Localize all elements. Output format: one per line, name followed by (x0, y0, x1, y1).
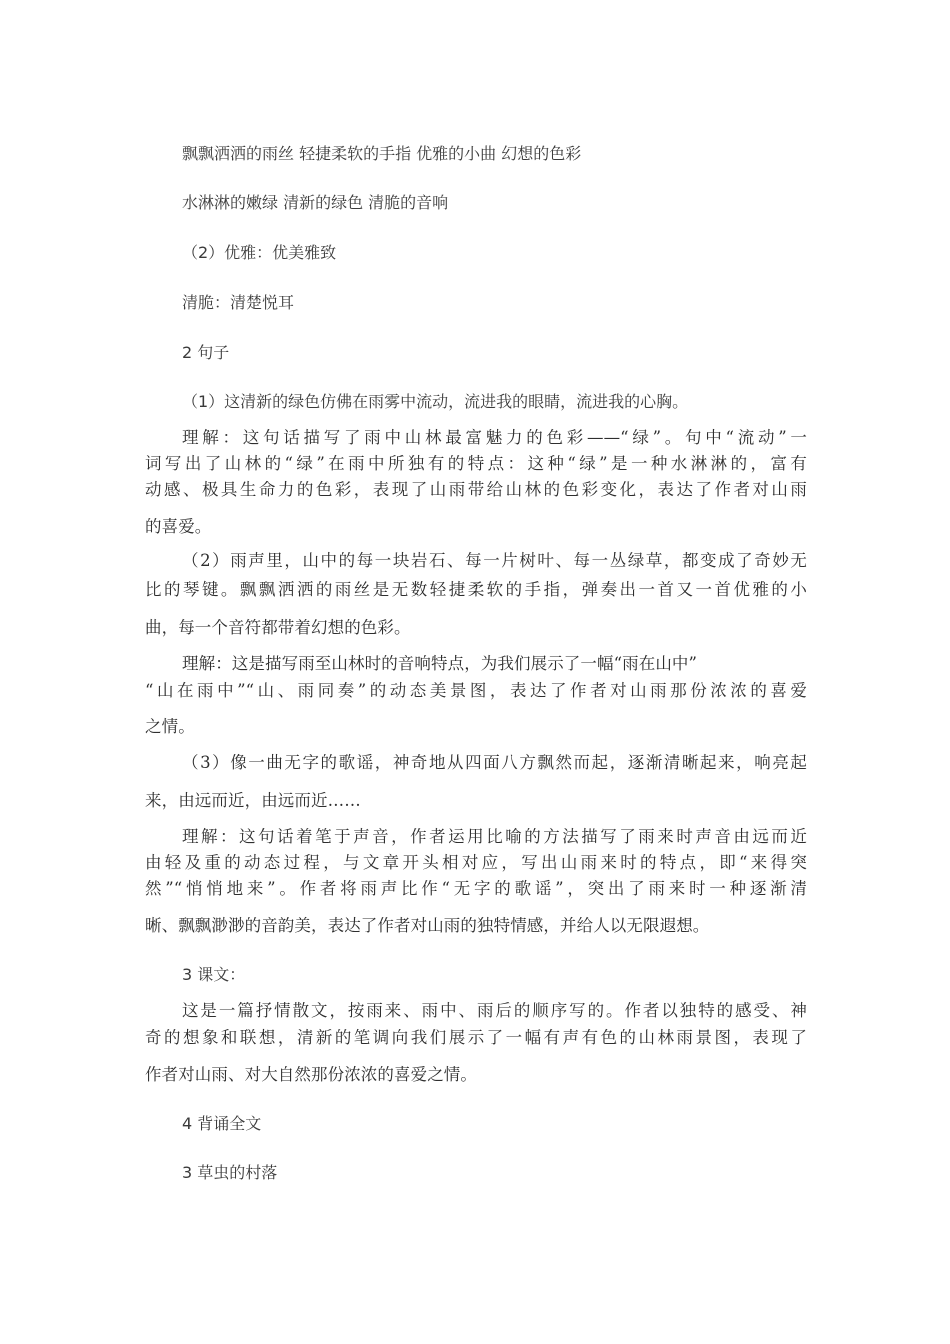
next-lesson-title: 3 草虫的村落 (182, 1163, 278, 1182)
sentence-2-line: 曲，每一个音符都带着幻想的色彩。 (145, 618, 411, 637)
text-summary-line: 奇的想象和联想，清新的笔调向我们展示了一幅有声有色的山林雨景图，表现了 (145, 1028, 807, 1047)
sentence-1-note-line: 词写出了山林的“绿”在雨中所独有的特点：这种“绿”是一种水淋淋的，富有 (145, 454, 807, 473)
sentence-2-note-line: 理解：这是描写雨至山林时的音响特点，为我们展示了一幅“雨在山中” (182, 654, 698, 673)
sentence-1-note-line: 动感、极具生命力的色彩，表现了山雨带给山林的色彩变化，表达了作者对山雨 (145, 480, 807, 499)
text-summary-line: 作者对山雨、对大自然那份浓浓的喜爱之情。 (145, 1065, 477, 1084)
definition-qingcui: 清脆：清楚悦耳 (182, 293, 295, 312)
vocab-line-1: 飘飘洒洒的雨丝 轻捷柔软的手指 优雅的小曲 幻想的色彩 (182, 144, 582, 163)
sentence-3-note-line: 由轻及重的动态过程，与文章开头相对应，写出山雨来时的特点，即“来得突 (145, 853, 807, 872)
section-heading-recite: 4 背诵全文 (182, 1114, 262, 1133)
sentence-2-line (145, 547, 807, 571)
note-text: 理解：这句话着笔于声音，作者运用比喻的方法描写了雨来时声音由远而近 (182, 827, 807, 846)
sentence-3-note-line (145, 823, 807, 847)
vocab-line-2: 水淋淋的嫩绿 清新的绿色 清脆的音响 (182, 193, 449, 212)
definition-youya: （2）优雅：优美雅致 (182, 243, 337, 262)
sentence-text: （3）像一曲无字的歌谣，神奇地从四面八方飘然而起，逐渐清晰起来，响亮起 (182, 753, 807, 772)
sentence-3-line: 来，由远而近，由远而近…… (145, 791, 361, 810)
sentence-1: （1）这清新的绿色仿佛在雨雾中流动，流进我的眼睛，流进我的心胸。 (182, 392, 689, 411)
sentence-2-note-line: 之情。 (145, 717, 195, 736)
sentence-1-note-line (145, 424, 807, 448)
sentence-1-note-line: 的喜爱。 (145, 517, 212, 536)
sentence-2-line: 比的琴键。飘飘洒洒的雨丝是无数轻捷柔软的手指，弹奏出一首又一首优雅的小 (145, 580, 807, 599)
note-text: 理解：这句话描写了雨中山林最富魅力的色彩——“绿”。句中“流动”一 (182, 428, 807, 447)
section-heading-text: 3 课文： (182, 965, 246, 984)
sentence-2-note-line: “山在雨中”“山、雨同奏”的动态美景图，表达了作者对山雨那份浓浓的喜爱 (145, 681, 807, 700)
sentence-3-note-line: 晰、飘飘渺渺的音韵美，表达了作者对山雨的独特情感，并给人以无限遐想。 (145, 916, 710, 935)
text-summary-line (145, 997, 807, 1021)
sentence-3-note-line: 然”“悄悄地来”。作者将雨声比作“无字的歌谣”，突出了雨来时一种逐渐清 (145, 879, 807, 898)
sentence-3-line (145, 749, 807, 773)
sentence-text: （2）雨声里，山中的每一块岩石、每一片树叶、每一丛绿草，都变成了奇妙无 (182, 551, 807, 570)
summary-text: 这是一篇抒情散文，按雨来、雨中、雨后的顺序写的。作者以独特的感受、神 (182, 1001, 807, 1020)
section-heading-sentences: 2 句子 (182, 343, 230, 362)
